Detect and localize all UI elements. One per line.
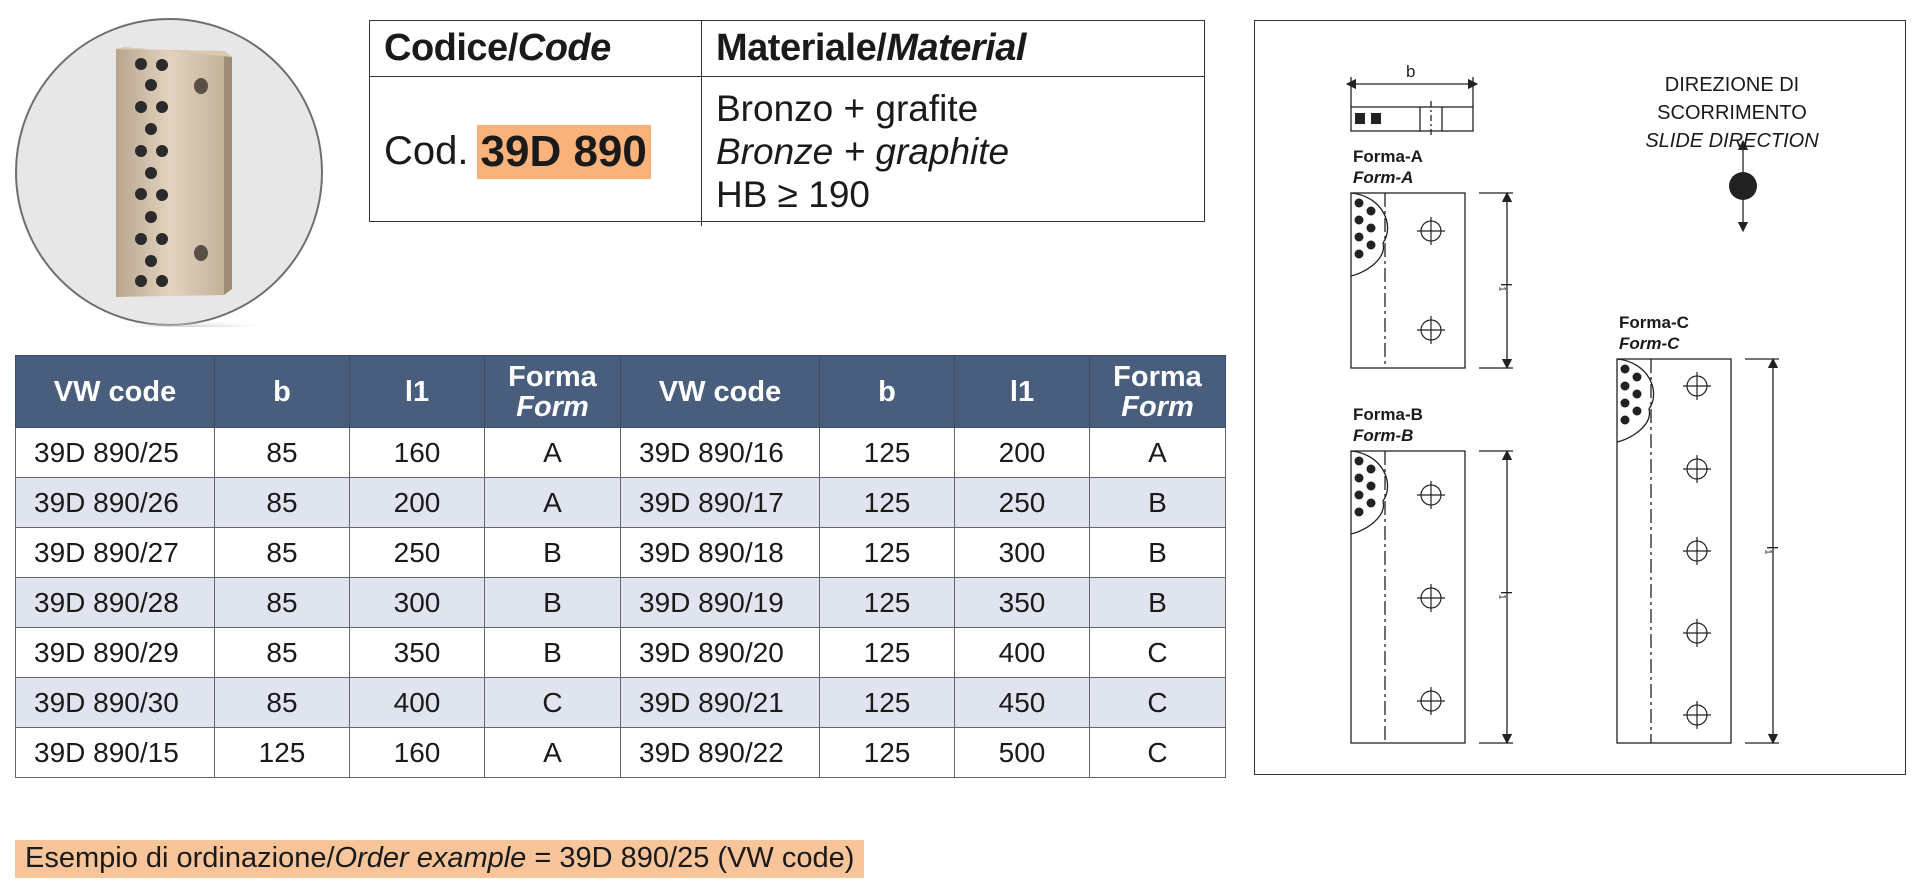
order-example	[15, 840, 864, 878]
table-cell: 250	[350, 528, 485, 578]
form-c-l1-label: l₁	[1763, 546, 1780, 555]
material-it: Bronzo + grafite	[716, 88, 979, 129]
code-material-box	[369, 20, 1205, 222]
top-view	[1351, 107, 1473, 131]
table-cell: 300	[955, 528, 1090, 578]
table-cell: 39D 890/30	[16, 678, 215, 728]
col-forma-2	[1090, 356, 1226, 428]
table-cell: 39D 890/22	[621, 728, 820, 778]
code-value-highlight: 39D 890	[477, 125, 651, 179]
table-cell: 39D 890/29	[16, 628, 215, 678]
col-b-2: b	[820, 356, 955, 428]
table-cell: 39D 890/18	[621, 528, 820, 578]
screw-holes	[1417, 217, 1711, 729]
form-b-plate	[1351, 451, 1465, 743]
col-l1-2: l1	[955, 356, 1090, 428]
table-cell: 39D 890/20	[621, 628, 820, 678]
table-cell: A	[485, 428, 621, 478]
form-c-plate	[1617, 359, 1731, 743]
order-example-value: = 39D 890/25 (VW code)	[526, 842, 855, 874]
table-cell: 39D 890/21	[621, 678, 820, 728]
table-cell: 85	[215, 528, 350, 578]
table-cell: 125	[820, 528, 955, 578]
col-forma-it-2: Forma	[1113, 360, 1202, 393]
table-row	[16, 628, 1226, 678]
table-row	[16, 528, 1226, 578]
table-row	[16, 678, 1226, 728]
code-header-en: Code	[517, 27, 611, 69]
table-cell: 39D 890/16	[621, 428, 820, 478]
form-b-dots	[1355, 457, 1376, 517]
code-prefix: Cod.	[384, 129, 469, 173]
table-cell: 85	[215, 428, 350, 478]
table-cell: A	[485, 728, 621, 778]
form-c-label-en: Form-C	[1619, 334, 1680, 353]
material-en: Bronze + graphite	[716, 131, 1010, 172]
form-c-label	[1619, 312, 1689, 354]
table-cell: 125	[820, 428, 955, 478]
dimensions-table	[15, 355, 1226, 778]
table-cell: 85	[215, 628, 350, 678]
table-cell: 350	[350, 628, 485, 678]
table-cell: C	[1090, 628, 1226, 678]
table-cell: C	[1090, 678, 1226, 728]
table-cell: 125	[820, 628, 955, 678]
product-photo	[14, 17, 324, 327]
table-cell: 125	[820, 728, 955, 778]
table-row	[16, 428, 1226, 478]
table-cell: 350	[955, 578, 1090, 628]
table-cell: A	[485, 478, 621, 528]
form-b-label-en: Form-B	[1353, 426, 1414, 445]
table-row	[16, 728, 1226, 778]
slide-direction-it: DIREZIONE DI SCORRIMENTO	[1657, 74, 1807, 124]
col-forma-en-2: Form	[1121, 390, 1194, 423]
table-cell: 125	[820, 578, 955, 628]
col-vw-code-2: VW code	[621, 356, 820, 428]
table-cell: 450	[955, 678, 1090, 728]
table-cell: 39D 890/25	[16, 428, 215, 478]
slide-direction-dot	[1729, 172, 1757, 200]
table-cell: B	[485, 628, 621, 678]
material-header-it: Materiale/	[716, 27, 887, 69]
table-cell: 160	[350, 728, 485, 778]
table-cell: 160	[350, 428, 485, 478]
order-example-label-en: Order example	[334, 842, 527, 874]
code-header	[370, 21, 702, 77]
table-cell: 85	[215, 678, 350, 728]
table-cell: 125	[215, 728, 350, 778]
table-cell: C	[1090, 728, 1226, 778]
code-header-it: Codice/	[384, 27, 518, 69]
col-forma-en: Form	[516, 390, 589, 423]
table-cell: 125	[820, 478, 955, 528]
table-cell: 39D 890/27	[16, 528, 215, 578]
table-cell: B	[1090, 478, 1226, 528]
form-a-label	[1353, 146, 1423, 188]
hardness-value: HB ≥ 190	[716, 174, 870, 215]
table-cell: 39D 890/17	[621, 478, 820, 528]
table-cell: 400	[350, 678, 485, 728]
material-cell	[702, 77, 1204, 226]
form-a-dots	[1355, 199, 1376, 259]
table-header-row	[16, 356, 1226, 428]
table-cell: 250	[955, 478, 1090, 528]
table-cell: 200	[350, 478, 485, 528]
slide-direction-en: SLIDE DIRECTION	[1645, 130, 1819, 152]
form-b-label-it: Forma-B	[1353, 405, 1423, 424]
table-cell: 85	[215, 578, 350, 628]
form-a-l1-label: l₁	[1497, 283, 1514, 292]
table-row	[16, 478, 1226, 528]
table-cell: 39D 890/28	[16, 578, 215, 628]
table-cell: B	[1090, 528, 1226, 578]
table-cell: B	[485, 578, 621, 628]
form-a-label-it: Forma-A	[1353, 147, 1423, 166]
table-cell: 39D 890/15	[16, 728, 215, 778]
table-cell: 125	[820, 678, 955, 728]
form-b-l1-label: l₁	[1497, 591, 1514, 600]
table-cell: C	[485, 678, 621, 728]
table-row	[16, 578, 1226, 628]
table-cell: B	[485, 528, 621, 578]
material-header	[702, 21, 1204, 77]
table-cell: 200	[955, 428, 1090, 478]
col-b: b	[215, 356, 350, 428]
table-cell: 39D 890/26	[16, 478, 215, 528]
table-cell: 300	[350, 578, 485, 628]
order-example-label: Esempio di ordinazione/	[25, 842, 335, 874]
form-c-dots	[1621, 365, 1642, 425]
code-cell	[370, 77, 702, 226]
table-cell: A	[1090, 428, 1226, 478]
form-a-plate	[1351, 193, 1465, 368]
col-l1: l1	[350, 356, 485, 428]
table-cell: 400	[955, 628, 1090, 678]
table-cell: 500	[955, 728, 1090, 778]
col-forma	[485, 356, 621, 428]
slide-direction-label	[1607, 71, 1857, 155]
technical-drawing	[1254, 20, 1906, 775]
dim-b-label: b	[1406, 62, 1416, 81]
table-cell: 85	[215, 478, 350, 528]
table-cell: 39D 890/19	[621, 578, 820, 628]
form-c-label-it: Forma-C	[1619, 313, 1689, 332]
form-b-label	[1353, 404, 1423, 446]
form-a-label-en: Form-A	[1353, 168, 1414, 187]
col-forma-it: Forma	[508, 360, 597, 393]
material-header-en: Material	[886, 27, 1026, 69]
table-cell: B	[1090, 578, 1226, 628]
col-vw-code: VW code	[16, 356, 215, 428]
